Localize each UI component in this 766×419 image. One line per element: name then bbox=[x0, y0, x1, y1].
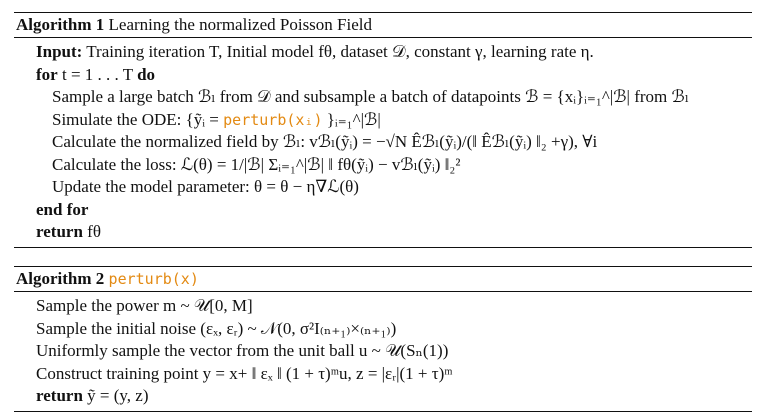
update-line: Update the model parameter: θ = θ − η∇ℒ(θ) bbox=[52, 177, 359, 196]
bottom-rule bbox=[14, 411, 752, 412]
do-keyword: do bbox=[137, 64, 156, 84]
simulate-ode-pre: Simulate the ODE: {ỹᵢ = bbox=[52, 109, 224, 129]
return-line bbox=[14, 385, 752, 408]
algorithm-1-label: Algorithm 1 bbox=[16, 15, 105, 34]
algorithm-2-title bbox=[14, 267, 752, 291]
input-line bbox=[14, 41, 752, 64]
algorithm-1-block bbox=[14, 12, 752, 248]
algorithm-1-title bbox=[14, 13, 752, 37]
simulate-ode-line bbox=[14, 109, 752, 132]
construct-point-line: Construct training point y = x+ ‖ εₓ ‖ (1 + τ)ᵐu, z = |εᵣ|(1 + τ)ᵐ bbox=[36, 363, 453, 383]
algorithm-2-body bbox=[14, 292, 752, 411]
bottom-rule bbox=[14, 247, 752, 248]
sample-batch-line: Sample a large batch ℬₗ from 𝒟 and subsample a batch of datapoints ℬ = {xᵢ}ᵢ₌₁^|ℬ| from ℬₗ bbox=[52, 87, 689, 106]
for-line bbox=[14, 64, 752, 87]
return-line bbox=[14, 221, 752, 244]
input-text: Training iteration T, Initial model fθ, dataset 𝒟, constant γ, learning rate η. bbox=[82, 42, 594, 61]
input-keyword: Input: bbox=[36, 42, 83, 61]
algorithm-1-name: Learning the normalized Poisson Field bbox=[108, 15, 372, 34]
algorithm-2-block bbox=[14, 266, 752, 412]
return-value: fθ bbox=[82, 222, 101, 241]
simulate-ode-post: }ᵢ₌₁^|ℬ| bbox=[322, 109, 381, 129]
return-keyword: return bbox=[36, 386, 83, 405]
algorithm-2-label: Algorithm 2 bbox=[16, 269, 105, 288]
perturb-call: perturb(xᵢ) bbox=[223, 110, 323, 129]
for-range: t = 1 . . . T bbox=[57, 64, 138, 84]
sample-vector-line: Uniformly sample the vector from the unit ball u ~ 𝒰(Sₙ(1)) bbox=[36, 341, 449, 360]
end-for-line bbox=[14, 199, 752, 222]
end-for-keyword: end for bbox=[36, 199, 89, 219]
sample-power-line: Sample the power m ~ 𝒰[0, M] bbox=[36, 296, 253, 315]
return-keyword: return bbox=[36, 222, 83, 241]
for-keyword: for bbox=[36, 64, 58, 84]
algorithm-2-name: perturb(x) bbox=[108, 270, 199, 288]
algorithm-1-body bbox=[14, 38, 752, 247]
loss-line: Calculate the loss: ℒ(θ) = 1/|ℬ| Σᵢ₌₁^|ℬ| ‖ fθ(ỹᵢ) − vℬₗ(ỹᵢ) ‖₂² bbox=[52, 154, 461, 174]
return-value: ỹ = (y, z) bbox=[82, 386, 149, 405]
normalized-field-line: Calculate the normalized field by ℬₗ: vℬₗ(ỹᵢ) = −√N Êℬₗ(ỹᵢ)/(‖ Êℬₗ(ỹᵢ) ‖₂ +γ), ∀i bbox=[52, 132, 598, 151]
sample-noise-line: Sample the initial noise (εₓ, εᵣ) ~ 𝒩(0, σ²I₍ₙ₊₁₎×₍ₙ₊₁₎) bbox=[36, 318, 397, 338]
